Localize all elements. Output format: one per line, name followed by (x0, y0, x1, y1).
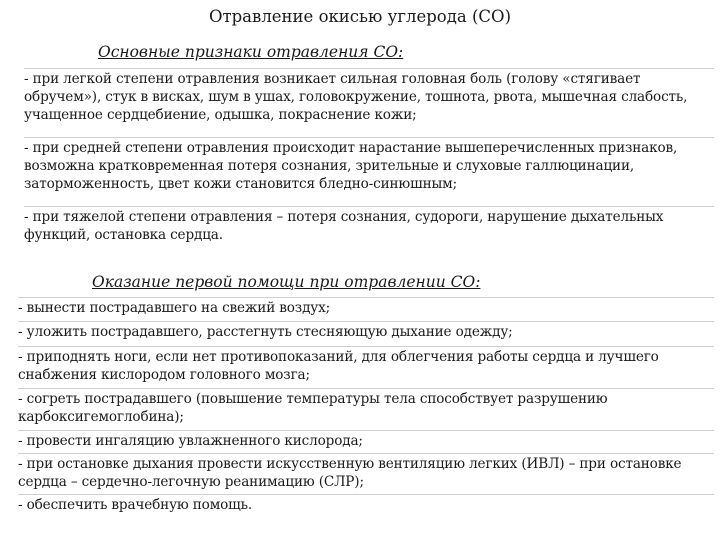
aid-item-text: - согреть пострадавшего (повышение температуры тела способствует разрушению карбоксигемоглобина); (18, 391, 608, 425)
aid-item-text: - обеспечить врачебную помощь. (18, 497, 253, 513)
sign-item-text: - при тяжелой степени отравления – потеря сознания, судороги, нарушение дыхательных функций, остановка сердца. (24, 209, 664, 243)
aid-item (18, 388, 714, 428)
sign-item-text: - при средней степени отравления происходит нарастание вышеперечисленных признаков, возможна кратковременная потеря сознания, зрительные и слуховые галлюцинации, заторможенность, цвет кожи становится бледно-синюшным; (24, 140, 678, 192)
aid-item (18, 453, 714, 493)
aid-item-text: - приподнять ноги, если нет противопоказаний, для облегчения работы сердца и лучшего снабжения кислородом головного мозга; (18, 349, 659, 383)
signs-heading: Основные признаки отравления СО: (98, 43, 404, 61)
aid-item (18, 297, 714, 319)
aid-item (18, 430, 714, 452)
aid-item (18, 346, 714, 386)
sign-item-severe (24, 206, 714, 248)
aid-item (18, 321, 714, 343)
page-title: Отравление окисью углерода (СО) (208, 7, 512, 26)
aid-item-text: - провести ингаляцию увлажненного кислорода; (18, 433, 363, 449)
first-aid-heading: Оказание первой помощи при отравлении СО: (92, 273, 481, 291)
aid-item-text: - при остановке дыхания провести искусственную вентиляцию легких (ИВЛ) – при остановке сердца – сердечно-легочную реанимацию (СЛР); (18, 456, 682, 490)
aid-item-text: - вынести пострадавшего на свежий воздух; (18, 300, 331, 316)
sign-item-text: - при легкой степени отравления возникает сильная головная боль (голову «стягивает обручем»), стук в висках, шум в ушах, головокружение, тошнота, рвота, мышечная слабость, учащенное сердцебиение, одышка, покраснение кожи; (24, 71, 688, 123)
aid-item-text: - уложить пострадавшего, расстегнуть стесняющую дыхание одежду; (18, 324, 513, 340)
sign-item-mild (24, 68, 714, 130)
sign-item-moderate (24, 137, 714, 199)
aid-item (18, 494, 714, 516)
